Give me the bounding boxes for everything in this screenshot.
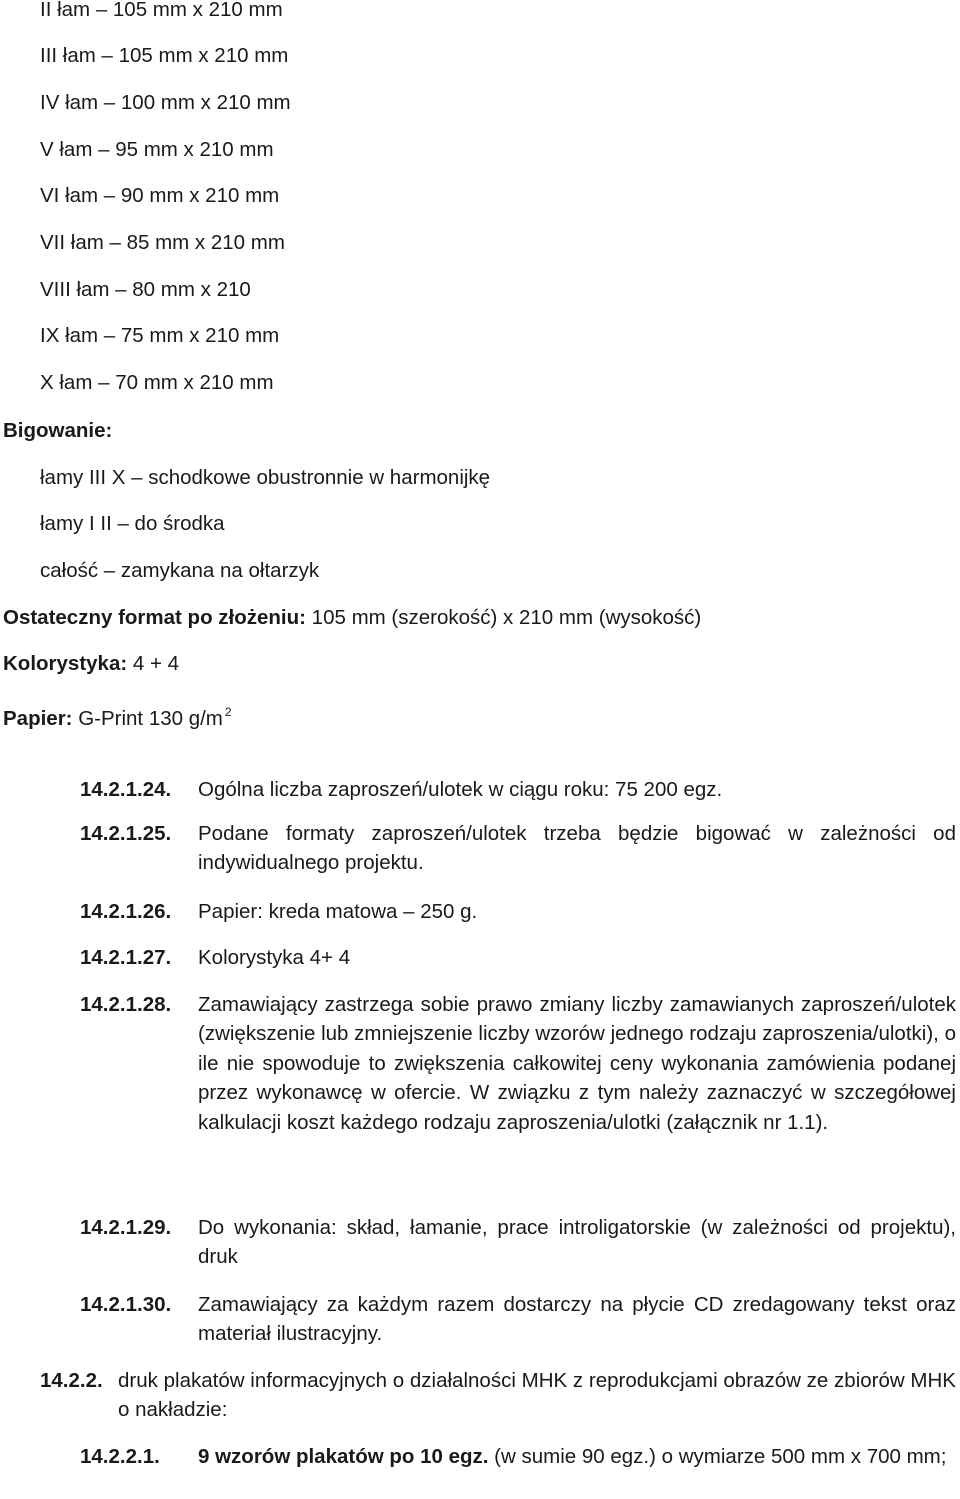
color-value: 4 + 4 [127,652,180,675]
paper-superscript: 2 [224,705,232,719]
point-number: 14.2.1.26. [80,900,172,923]
point-text: Podane formaty zaproszeń/ulotek trzeba będzie bigować w zależności od indywidualnego projektu. [198,822,956,875]
format-line: IV łam – 100 mm x 210 mm [40,91,291,114]
subpoint-bold-text: 9 wzorów plakatów po 10 egz. [198,1445,489,1468]
final-format-label: Ostateczny format po złożeniu: [3,606,306,629]
point-number: 14.2.1.29. [80,1216,172,1239]
format-line: III łam – 105 mm x 210 mm [40,44,289,67]
point-14-2-1-24 [80,775,956,804]
format-line: II łam – 105 mm x 210 mm [40,0,283,21]
point-number: 14.2.1.25. [80,822,172,845]
point-text: Kolorystyka 4+ 4 [198,946,351,969]
final-format-line [3,606,701,630]
subpoint-number: 14.2.2.1. [80,1445,160,1468]
point-14-2-1-27 [80,943,956,972]
subpoint-rest-text: (w sumie 90 egz.) o wymiarze 500 mm x 700 mm; [488,1445,947,1468]
section-number: 14.2.2. [40,1369,103,1392]
paper-line [3,700,232,731]
paper-label: Papier: [3,707,73,730]
bigowanie-item: łamy I II – do środka [40,512,225,535]
format-line: IX łam – 75 mm x 210 mm [40,324,280,347]
point-text: Zamawiający za każdym razem dostarczy na płycie CD zredagowany tekst oraz materiał ilustracyjny. [198,1293,956,1346]
bigowanie-heading: Bigowanie: [3,419,113,442]
format-line: VII łam – 85 mm x 210 mm [40,231,285,254]
point-number: 14.2.1.30. [80,1293,172,1316]
format-line: VIII łam – 80 mm x 210 [40,278,251,301]
point-number: 14.2.1.24. [80,778,172,801]
subpoint-text [198,1442,956,1471]
format-line: X łam – 70 mm x 210 mm [40,371,274,394]
format-line: V łam – 95 mm x 210 mm [40,138,274,161]
point-14-2-1-25 [80,819,956,878]
color-line [3,652,179,676]
point-text: Ogólna liczba zaproszeń/ulotek w ciągu roku: 75 200 egz. [198,778,723,801]
section-14-2-2 [40,1366,956,1425]
point-text: Zamawiający zastrzega sobie prawo zmiany liczby zamawianych zaproszeń/ulotek (zwiększenie lub zmniejszenie liczby wzorów jednego rodzaju zaproszenia/ulotki), o ile nie spowoduje to zwiększenia całkowitej ceny wykonania zamówienia podanej przez wykonawcę w ofercie. W związku z tym należy zaznaczyć w szczegółowej kalkulacji koszt każdego rodzaju zaproszenia/ulotki (załącznik nr 1.1). [198,993,956,1134]
point-14-2-1-30 [80,1290,956,1349]
point-number: 14.2.1.27. [80,946,172,969]
format-line: VI łam – 90 mm x 210 mm [40,184,280,207]
point-text: Papier: kreda matowa – 250 g. [198,900,478,923]
bigowanie-item: łamy III X – schodkowe obustronnie w harmonijkę [40,466,491,489]
point-14-2-1-26 [80,897,956,926]
point-14-2-1-28 [80,990,956,1137]
bigowanie-item: całość – zamykana na ołtarzyk [40,559,320,582]
point-14-2-1-29 [80,1213,956,1272]
point-number: 14.2.1.28. [80,993,172,1016]
subpoint-14-2-2-1 [80,1442,956,1471]
section-text: druk plakatów informacyjnych o działalności MHK z reprodukcjami obrazów ze zbiorów MHK o nakładzie: [118,1369,956,1422]
final-format-value: 105 mm (szerokość) x 210 mm (wysokość) [305,606,702,629]
point-text: Do wykonania: skład, łamanie, prace introligatorskie (w zależności od projektu), druk [198,1216,956,1269]
color-label: Kolorystyka: [3,652,128,675]
paper-value: G-Print 130 g/m [72,707,223,730]
